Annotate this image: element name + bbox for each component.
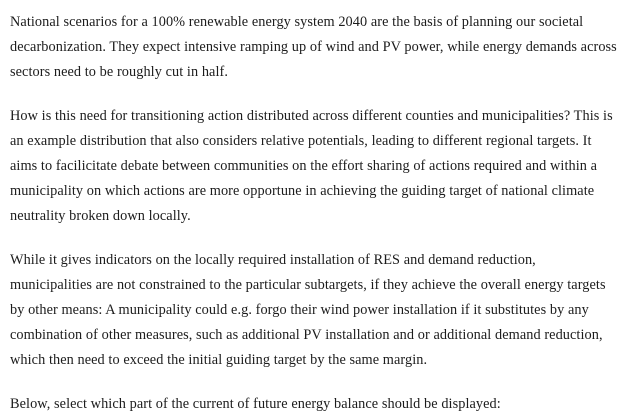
paragraph-selection-prompt: Below, select which part of the current of future energy balance should be displayed: <box>10 396 501 412</box>
paragraph-indicators: While it gives indicators on the locally required installation of RES and demand reduction, municipalities are not constrained to the particular subtargets, if they achieve the overall energy targets by other means: A municipality could e.g. forgo their wind power installation if it substitutes by any combination of other measures, such as additional PV installation and or additional demand reduction, which then need to exceed the initial guiding target by the same margin. <box>10 252 606 368</box>
paragraph-distribution: How is this need for transitioning action distributed across different counties and municipalities? This is an example distribution that also considers relative potentials, leading to different regional targets. It aims to facilicitate debate between communities on the effort sharing of actions required and within a municipality on which actions are more opportune in achieving the guiding target of national climate neutrality broken down locally. <box>10 108 613 224</box>
paragraph-intro: National scenarios for a 100% renewable energy system 2040 are the basis of planning our societal decarbonization. They expect intensive ramping up of wind and PV power, while energy demands across sectors need to be roughly cut in half. <box>10 14 617 80</box>
